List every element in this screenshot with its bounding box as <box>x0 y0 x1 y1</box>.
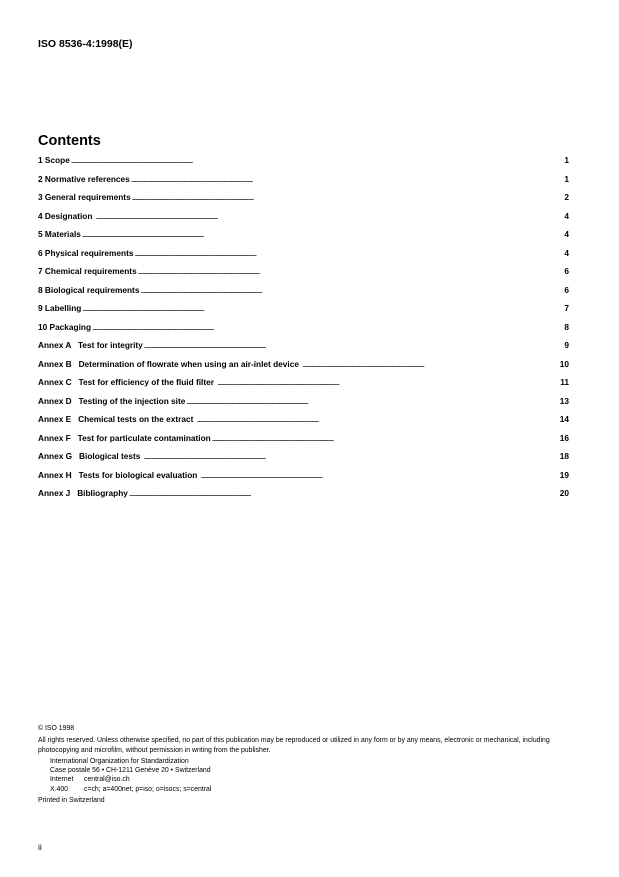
toc-entry-4[interactable] <box>38 211 569 230</box>
toc-entry-page: 6 <box>564 266 569 276</box>
internet-contact <box>38 775 578 784</box>
toc-entry-annex-d[interactable] <box>38 396 569 415</box>
document-id: ISO 8536-4:1998(E) <box>38 38 133 50</box>
toc-entry-page: 8 <box>564 321 569 332</box>
toc-entry-annex-j[interactable] <box>38 488 569 507</box>
toc-leader-dots <box>96 211 558 221</box>
toc-entry-2[interactable] <box>38 174 569 193</box>
toc-entry-label: 6 Physical requirements <box>38 247 134 258</box>
toc-leader-dots <box>212 433 558 443</box>
copyright-notice <box>38 724 578 805</box>
toc-entry-label: 4 Designation <box>38 210 95 221</box>
toc-leader-dots <box>71 155 558 165</box>
toc-entry-label: 7 Chemical requirements <box>38 266 137 276</box>
rights-statement: All rights reserved. Unless otherwise specified, no part of this publication may be reproduced or utilized in any form or by any means, electronic or mechanical, including photocopying and microfilm, without permission in writing from the publisher. <box>38 737 550 754</box>
toc-entry-label: 2 Normative references <box>38 173 130 184</box>
toc-entry-label: 3 General requirements <box>38 192 131 202</box>
toc-entry-page: 7 <box>564 303 569 313</box>
toc-entry-page: 4 <box>564 210 569 221</box>
toc-entry-page: 20 <box>559 488 569 498</box>
toc-leader-dots <box>138 266 558 276</box>
toc-entry-7[interactable] <box>38 266 569 285</box>
table-of-contents <box>38 155 569 507</box>
toc-entry-annex-b[interactable] <box>38 359 569 378</box>
toc-leader-dots <box>131 174 558 184</box>
toc-entry-page: 19 <box>559 469 569 480</box>
toc-entry-page: 10 <box>559 358 569 369</box>
toc-leader-dots <box>197 414 558 424</box>
toc-entry-annex-a[interactable] <box>38 340 569 359</box>
toc-entry-annex-f[interactable] <box>38 433 569 452</box>
internet-email[interactable]: central@iso.ch <box>84 776 130 784</box>
toc-entry-6[interactable] <box>38 248 569 267</box>
toc-entry-label: 8 Biological requirements <box>38 284 140 295</box>
toc-leader-dots <box>144 451 558 461</box>
toc-leader-dots <box>134 248 558 258</box>
toc-leader-dots <box>302 359 558 369</box>
x400-address: c=ch; a=400net; p=iso; o=isocs; s=central <box>84 785 212 793</box>
toc-entry-page: 11 <box>560 377 569 387</box>
toc-entry-1[interactable] <box>38 155 569 174</box>
toc-entry-annex-g[interactable] <box>38 451 569 470</box>
toc-entry-annex-e[interactable] <box>38 414 569 433</box>
toc-entry-page: 14 <box>559 414 569 424</box>
toc-entry-label: Annex B Determination of flowrate when using an air-inlet device <box>38 358 302 369</box>
x400-label: X.400 <box>50 785 69 793</box>
toc-entry-5[interactable] <box>38 229 569 248</box>
toc-entry-3[interactable] <box>38 192 569 211</box>
toc-leader-dots <box>92 322 558 332</box>
toc-entry-9[interactable] <box>38 303 569 322</box>
toc-leader-dots <box>82 303 558 313</box>
page-number: ii <box>38 842 42 852</box>
toc-entry-label: 9 Labelling <box>38 303 82 313</box>
toc-entry-annex-c[interactable] <box>38 377 569 396</box>
toc-leader-dots <box>186 396 558 406</box>
postal-address: Case postale 56 • CH-1211 Genève 20 • Switzerland <box>50 767 211 775</box>
toc-entry-page: 4 <box>564 229 569 239</box>
toc-leader-dots <box>82 229 558 239</box>
toc-entry-page: 18 <box>559 451 569 461</box>
printed-location: Printed in Switzerland <box>38 797 105 805</box>
toc-entry-page: 13 <box>559 395 569 406</box>
toc-entry-label: 1 Scope <box>38 155 70 165</box>
toc-entry-label: 10 Packaging <box>38 321 92 332</box>
toc-entry-label: Annex H Tests for biological evaluation <box>38 469 200 480</box>
internet-label: Internet <box>50 776 74 784</box>
toc-entry-page: 16 <box>559 432 569 443</box>
toc-leader-dots <box>129 488 558 498</box>
toc-entry-page: 9 <box>564 340 569 350</box>
toc-entry-label: 5 Materials <box>38 229 81 239</box>
toc-entry-label: Annex G Biological tests <box>38 451 143 461</box>
contents-heading: Contents <box>38 133 101 149</box>
toc-entry-8[interactable] <box>38 285 569 304</box>
toc-entry-label: Annex A Test for integrity <box>38 340 143 350</box>
toc-entry-10[interactable] <box>38 322 569 341</box>
toc-entry-label: Annex F Test for particulate contamination <box>38 432 211 443</box>
organization-name: International Organization for Standardization <box>50 757 189 765</box>
toc-entry-label: Annex E Chemical tests on the extract <box>38 414 196 424</box>
toc-entry-annex-h[interactable] <box>38 470 569 489</box>
toc-leader-dots <box>144 340 558 350</box>
toc-entry-label: Annex C Test for efficiency of the fluid filter <box>38 377 217 387</box>
toc-entry-page: 6 <box>564 284 569 295</box>
x400-contact <box>38 785 578 794</box>
toc-leader-dots <box>132 192 558 202</box>
toc-entry-page: 2 <box>564 192 569 202</box>
toc-leader-dots <box>201 470 558 480</box>
toc-entry-page: 4 <box>564 247 569 258</box>
toc-entry-label: Annex D Testing of the injection site <box>38 395 186 406</box>
toc-leader-dots <box>217 377 558 387</box>
toc-entry-page: 1 <box>564 155 569 165</box>
toc-entry-label: Annex J Bibliography <box>38 488 128 498</box>
copyright-line: © ISO 1998 <box>38 725 75 732</box>
toc-entry-page: 1 <box>564 173 569 184</box>
toc-leader-dots <box>140 285 558 295</box>
